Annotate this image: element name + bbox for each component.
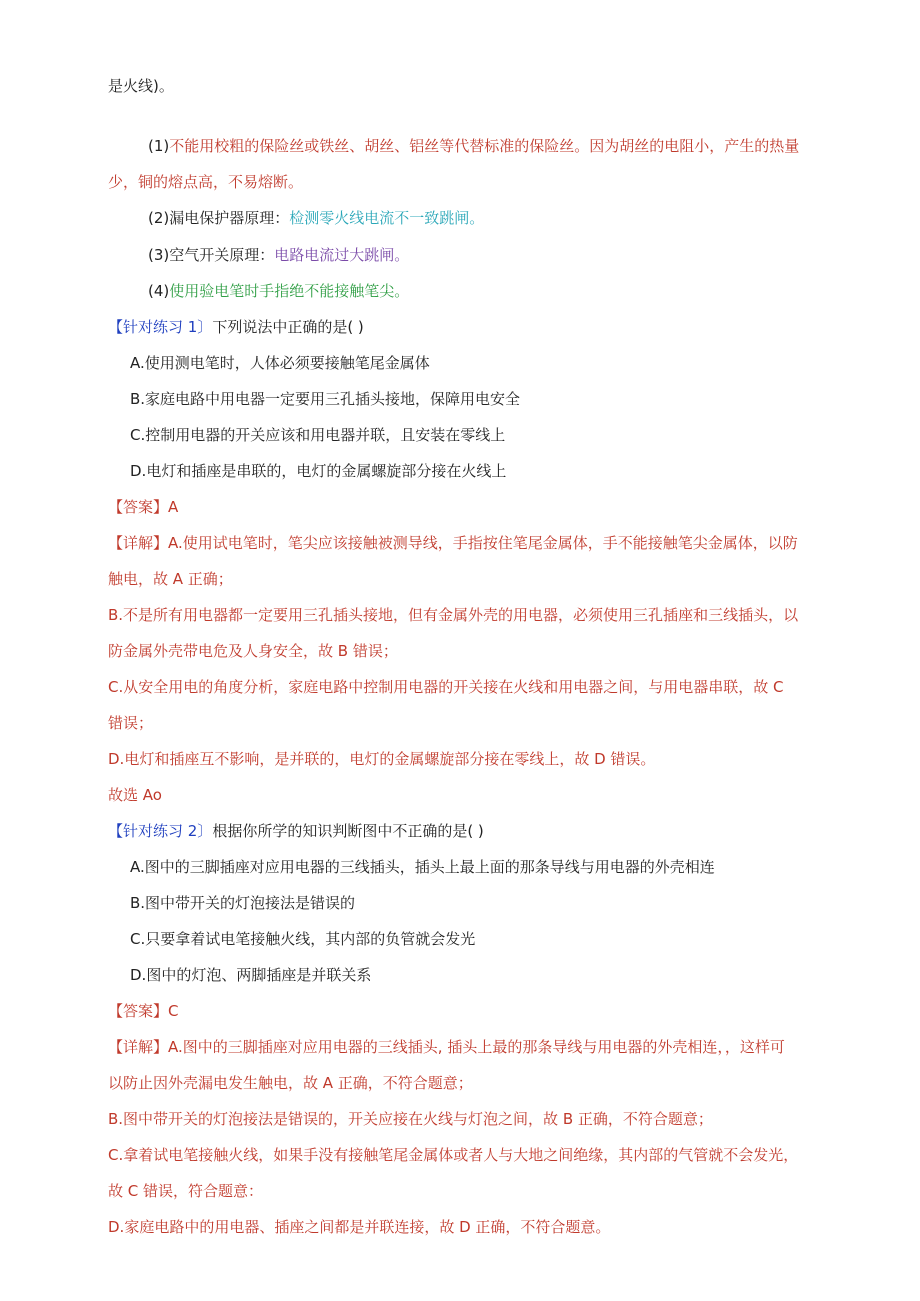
q2-detail-text-1: A.图中的三脚插座对应用电器的三线插头, 插头上最的那条导线与用电器的外壳相连，，这样可: [168, 1038, 785, 1056]
q1-option-a: A.使用测电笔时，人体必须要接触笔尾金属体: [130, 354, 430, 372]
note-3-text: 电路电流过大跳闸。: [274, 246, 410, 264]
q2-detail-line-6: D.家庭电路中的用电器、插座之间都是并联连接，故 D 正确，不符合题意。: [108, 1218, 611, 1236]
q2-detail-line-1: [108, 1037, 785, 1057]
q2-stem-line: [108, 821, 484, 841]
q2-option-d: D.图中的灯泡、两脚插座是并联关系: [130, 966, 372, 984]
q1-detail-line-2: 触电，故 A 正确；: [108, 570, 233, 588]
q1-conclusion: 故选 Ao: [108, 786, 162, 804]
q1-detail-line-5: C.从安全用电的角度分析，家庭电路中控制用电器的开关接在火线和用电器之间，与用电器串联，故 C: [108, 678, 784, 696]
q2-detail-line-2: 以防止因外壳漏电发生触电，故 A 正确，不符合题意；: [108, 1074, 473, 1092]
q2-option-c: C.只要拿着试电笔接触火线，其内部的负管就会发光: [130, 930, 476, 948]
q1-option-c: C.控制用电器的开关应该和用电器并联，且安装在零线上: [130, 426, 506, 444]
note-2-text: 检测零火线电流不一致跳闸。: [289, 209, 485, 227]
q1-stem-line: [108, 317, 364, 337]
note-3: [148, 245, 409, 265]
q2-detail-line-5: 故 C 错误，符合题意：: [108, 1182, 264, 1200]
note-1-text: 不能用校粗的保险丝或铁丝、胡丝、铝丝等代替标准的保险丝。因为胡丝的电阻小，产生的热量: [169, 137, 800, 155]
q2-detail-line-3: B.图中带开关的灯泡接法是错误的，开关应接在火线与灯泡之间，故 B 正确，不符合题意；: [108, 1110, 713, 1128]
q1-detail-text-1: A.使用试电笔时，笔尖应该接触被测导线，手指按住笔尾金属体，手不能接触笔尖金属体，以防: [168, 534, 798, 552]
q1-option-b: B.家庭电路中用电器一定要用三孔插头接地，保障用电安全: [130, 390, 521, 408]
q1-answer-value: A: [168, 498, 179, 516]
note-3-label: 空气开关原理：: [169, 246, 275, 264]
q1-detail-line-4: 防金属外壳带电危及人身安全，故 B 错误；: [108, 642, 398, 660]
q2-answer-tag: 【答案】: [108, 1002, 169, 1020]
note-4-number: (4): [148, 282, 170, 300]
q2-option-b: B.图中带开关的灯泡接法是错误的: [130, 894, 356, 912]
note-3-number: (3): [148, 246, 170, 264]
q1-detail-line-6: 错误；: [108, 714, 154, 732]
q2-stem: 根据你所学的知识判断图中不正确的是( ): [212, 822, 484, 840]
q1-detail-line-7: D.电灯和插座互不影响，是并联的，电灯的金属螺旋部分接在零线上，故 D 错误。: [108, 750, 656, 768]
note-4-text: 使用验电笔时手指绝不能接触笔尖。: [169, 282, 410, 300]
intro-tail: 是火线)。: [108, 77, 174, 95]
note-1-text-cont: 少，铜的熔点高，不易熔断。: [108, 173, 304, 191]
q2-tag: 【针对练习 2〕: [108, 822, 213, 840]
q1-answer: [108, 497, 178, 517]
note-1: [148, 136, 799, 156]
q2-option-a: A.图中的三脚插座对应用电器的三线插头，插头上最上面的那条导线与用电器的外壳相连: [130, 858, 715, 876]
q2-detail-tag: 【详解】: [108, 1038, 169, 1056]
q1-option-d: D.电灯和插座是串联的，电灯的金属螺旋部分接在火线上: [130, 462, 507, 480]
note-1-number: (1): [148, 137, 170, 155]
q2-answer-value: C: [168, 1002, 179, 1020]
note-4: [148, 281, 409, 301]
q2-detail-line-4: C.拿着试电笔接触火线，如果手没有接触笔尾金属体或者人与大地之间绝缘，其内部的气管就不会发光，: [108, 1146, 799, 1164]
q1-detail-line-3: B.不是所有用电器都一定要用三孔插头接地，但有金属外壳的用电器，必须使用三孔插座和三线插头，以: [108, 606, 799, 624]
note-2-number: (2): [148, 209, 170, 227]
note-2: [148, 208, 484, 228]
note-2-label: 漏电保护器原理：: [169, 209, 290, 227]
q2-answer: [108, 1001, 179, 1021]
q1-answer-tag: 【答案】: [108, 498, 169, 516]
q1-detail-line-1: [108, 533, 798, 553]
q1-detail-tag: 【详解】: [108, 534, 169, 552]
q1-stem: 下列说法中正确的是( ): [212, 318, 364, 336]
q1-tag: 【针对练习 1〕: [108, 318, 213, 336]
